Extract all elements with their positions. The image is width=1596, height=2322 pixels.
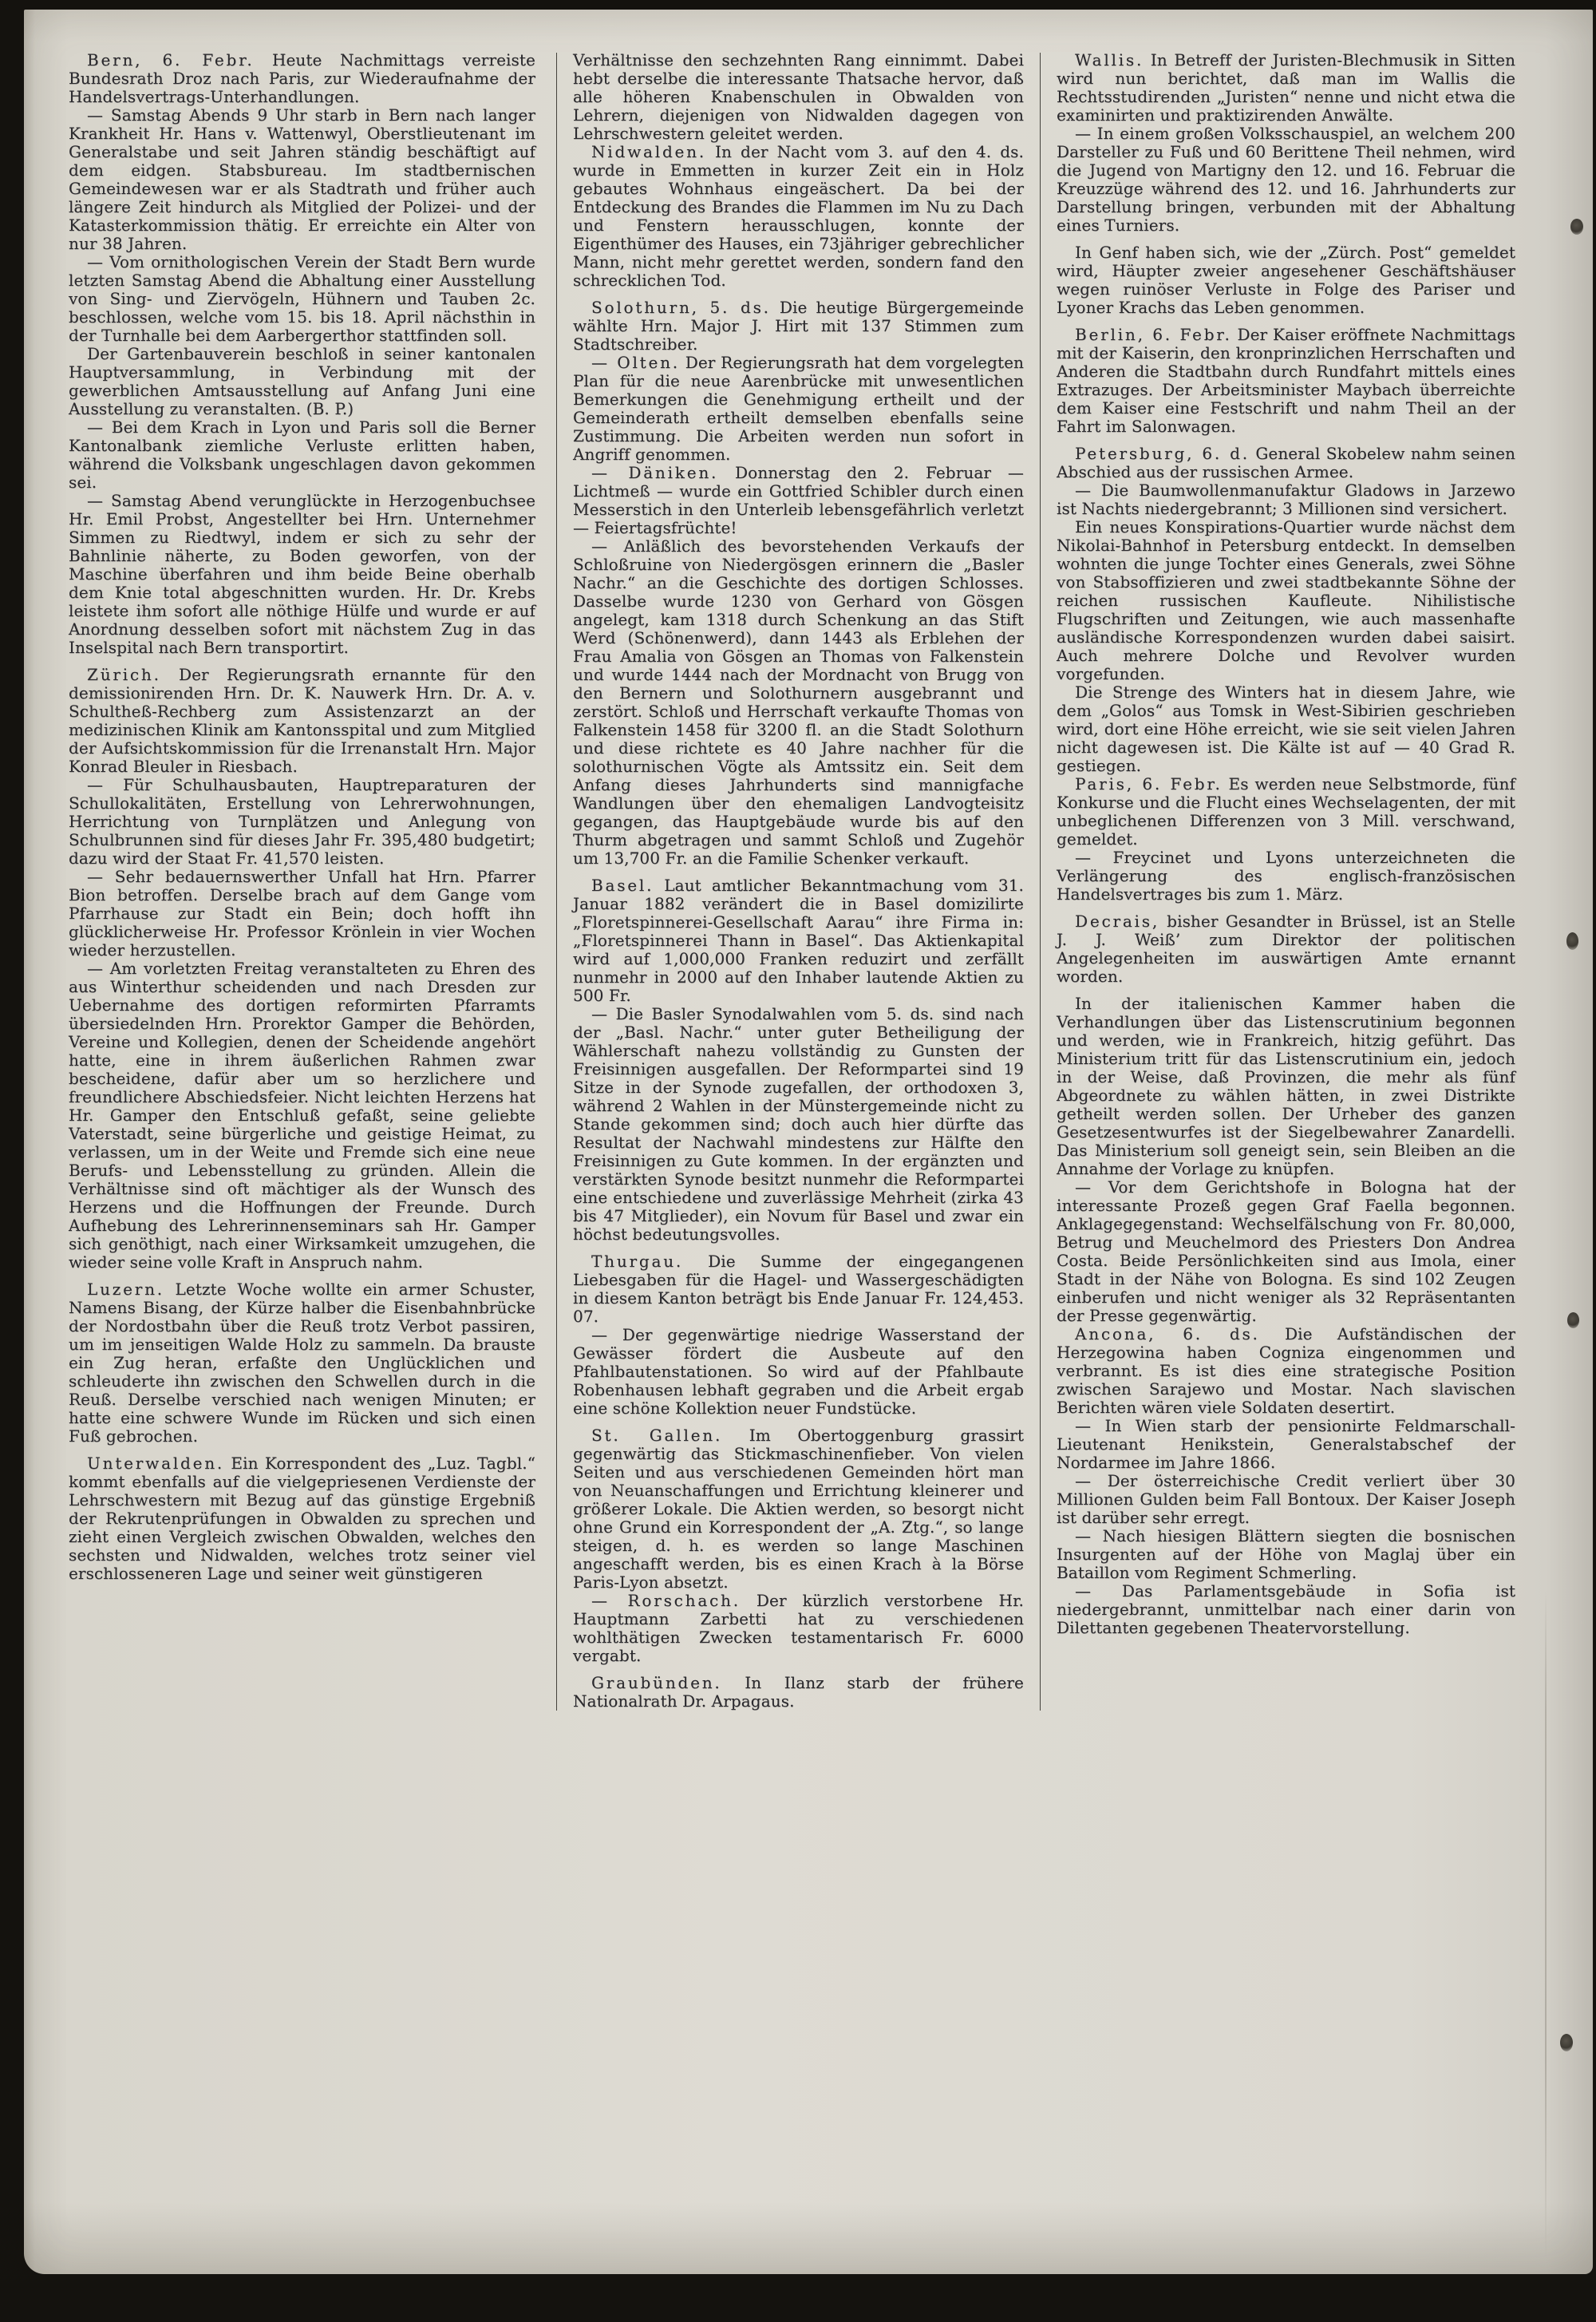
paragraph: — Anläßlich des bevorstehenden Verkaufs der Schloßruine von Niedergösgen erinnern die „Basler Nachr.“ an die Geschichte des dortigen Schlosses. Dasselbe wurde 1230 von Gerhard von Gösgen angelegt, kam 1318 durch Schenkung an das Stift Werd (Schönenwerd), dann 1443 als Erblehen der Frau Amalia von Gösgen an Thomas von Falkenstein und wurde 1444 nach der Mordnacht von Brugg von den Bernern und Solothurnern ausgebrannt und zerstört. Schloß und Herrschaft verkaufte Thomas von Falkenstein 1458 für 3200 fl. an die Stadt Solothurn und diese richtete es 40 Jahre nachher für die solothurnischen Vögte als Amtssitz ein. Seit dem Anfang dieses Jahrhunderts sind mannigfache Wandlungen über den ehemaligen Landvogteisitz gegangen, das Hauptgebäude wurde bis auf den Thurm abgetragen und sammt Schloß und Zugehör um 13,700 Fr. an die Familie Schenker verkauft. [573, 536, 1024, 868]
paragraph: — Die Baumwollenmanufaktur Gladows in Jarzewo ist Nachts niedergebrannt; 3 Millionen sind versichert. [1057, 481, 1515, 518]
paragraph: — Vor dem Gerichtshofe in Bologna hat der interessante Prozeß gegen Graf Faella begonnen. Anklagegegenstand: Wechselfälschung von Fr. 80,000, Betrug und Meuchelmord des Priesters Don Andrea Costa. Beide Persönlichkeiten sind aus Imola, einer Stadt in der Nähe von Bologna. Es sind 102 Zeugen einberufen und nicht weniger als 32 Repräsentanten der Presse gegenwärtig. [1057, 1177, 1515, 1325]
paragraph-lead: — Däniken. [591, 463, 719, 482]
paragraph: — Bei dem Krach in Lyon und Paris soll die Berner Kantonalbank ziemliche Verluste erlitten haben, während die Volksbank ungeschlagen davon gekommen sei. [69, 417, 535, 492]
paragraph: — In einem großen Volksschauspiel, an welchem 200 Darsteller zu Fuß und 60 Berittene Theil nehmen, wird die Jugend von Martigny den 12. und 16. Februar die Kreuzzüge während des 12. und 16. Jahrhunderts zur Darstellung bringen, verbunden mit der Abhaltung eines Turniers. [1057, 124, 1515, 235]
paragraph: Zürich. Der Regierungsrath ernannte für den demissionirenden Hrn. Dr. K. Nauwerk Hrn. Dr. A. v. Schultheß-Rechberg zum Assistenzarzt an der medizinischen Klinik am Kantonsspital und zum Mitglied der Aufsichtskommission für die Irrenanstalt Hrn. Major Konrad Bleuler in Riesbach. [69, 665, 535, 776]
paragraph: — Olten. Der Regierungsrath hat dem vorgelegten Plan für die neue Aarenbrücke mit unwesentlichen Bemerkungen die Genehmigung ertheilt und der Gemeinderath ertheilt demselben ebenfalls seine Zustimmung. Die Arbeiten werden nun sofort in Angriff genommen. [573, 353, 1024, 464]
paragraph: — Vom ornithologischen Verein der Stadt Bern wurde letzten Samstag Abend die Abhaltung einer Ausstellung von Sing- und Ziervögeln, Hühnern und Tauben 2c. beschlossen, welche vom 15. bis 18. April nächsthin in der Turnhalle bei dem Aarbergerthor stattfinden soll. [69, 252, 535, 345]
paragraph-lead: St. Gallen. [591, 1426, 723, 1445]
paragraph-lead: Zürich. [87, 665, 161, 684]
paragraph: Berlin, 6. Febr. Der Kaiser eröffnete Nachmittags mit der Kaiserin, den kronprinzlichen Herrschaften und Anderen die Stadtbahn durch Rundfahrt mittels eines Extrazuges. Der Arbeitsminister Maybach überreichte dem Kaiser eine Festschrift und nahm Theil an der Fahrt im Salonwagen. [1057, 325, 1515, 436]
paragraph: — Am vorletzten Freitag veranstalteten zu Ehren des aus Winterthur scheidenden und nach Dresden zur Uebernahme des dortigen reformirten Pfarramts übersiedelnden Hrn. Prorektor Gamper die Behörden, Vereine und Kollegien, denen der Scheidende angehört hatte, eine in ihrem äußerlichen Rahmen zwar bescheidene, dafür aber um so herzlichere und freundlichere Abschiedsfeier. Nicht leichten Herzens hat Hr. Gamper den Entschluß gefaßt, seine geliebte Vaterstadt, seine bürgerliche und geistige Heimat, zu verlassen, um in der Weite und Fremde sich eine neue Berufs- und Lebensstellung zu gründen. Allein die Verhältnisse sind oft mächtiger als der Wunsch des Herzens und die Hoffnungen der Freunde. Durch Aufhebung des Lehrerinnenseminars sah Hr. Gamper sich genöthigt, nach einer Wirksamkeit umzugehen, die wieder seine volle Kraft in Anspruch nahm. [69, 959, 535, 1272]
paragraph: Der Gartenbauverein beschloß in seiner kantonalen Hauptversammlung, in Verbindung mit der gewerblichen Amtsausstellung auf Anfang Juni eine Ausstellung zu veranstalten. (B. P.) [69, 344, 535, 418]
paragraph: Petersburg, 6. d. General Skobelew nahm seinen Abschied aus der russischen Armee. [1057, 444, 1515, 481]
newspaper-column [1057, 51, 1515, 1711]
paragraph: — Der gegenwärtige niedrige Wasserstand der Gewässer fördert die Ausbeute auf den Pfahlbautenstationen. So wird auf der Pfahlbaute Robenhausen lebhaft gegraben und die Arbeit ergab eine schöne Kollektion neuer Fundstücke. [573, 1325, 1024, 1418]
paragraph-lead: Nidwalden. [591, 142, 707, 161]
paragraph-lead: Paris, 6. Febr. [1075, 774, 1223, 793]
paragraph: In der italienischen Kammer haben die Verhandlungen über das Listenscrutinium begonnen und werden, wie in Frankreich, hitzig geführt. Das Ministerium tritt für das Listenscrutinium ein, jedoch in der Weise, daß Provinzen, die mehr als fünf Abgeordnete zu wählen hätten, in zwei Distrikte getheilt werden sollen. Der Urheber des ganzen Gesetzesentwurfes ist der Siegelbewahrer Zanardelli. Das Ministerium soll geneigt sein, sein Bleiben an die Annahme der Vorlage zu knüpfen. [1057, 994, 1515, 1178]
paragraph: Paris, 6. Febr. Es werden neue Selbstmorde, fünf Konkurse und die Flucht eines Wechselagenten, der mit unbeglichenen Differenzen von 3 Mill. verschwand, gemeldet. [1057, 774, 1515, 848]
newspaper-column [69, 51, 540, 1711]
paragraph-lead: — Rorschach. [591, 1591, 741, 1610]
paragraph-lead: — Olten. [591, 353, 680, 372]
paragraph: — Samstag Abend verunglückte in Herzogenbuchsee Hr. Emil Probst, Angestellter bei Hrn. Unternehmer Simmen zu Riedtwyl, indem er sich zu sehr der Bahnlinie näherte, zu Boden geworfen, von der Maschine überfahren und ihm beide Beine oberhalb dem Knie total abgeschnitten wurden. Hr. Dr. Krebs leistete ihm sofort alle nöthige Hülfe und wurde er auf Anordnung desselben sofort mit nächstem Zug in das Inselspital nach Bern transportirt. [69, 491, 535, 657]
paragraph: Nidwalden. In der Nacht vom 3. auf den 4. ds. wurde in Emmetten in kurzer Zeit ein in Holz gebautes Wohnhaus eingeäschert. Da bei der Entdeckung des Brandes die Flammen im Nu zu Dach und Fenstern herausschlugen, konnte der Eigenthümer des Hauses, ein 73jähriger gebrechlicher Mann, nicht mehr gerettet werden, sondern fand den schrecklichen Tod. [573, 142, 1024, 290]
paragraph-lead: Thurgau. [591, 1252, 684, 1271]
paragraph: Ancona, 6. ds. Die Aufständischen der Herzegowina haben Cogniza eingenommen und verbrannt. Es ist dies eine strategische Position zwischen Sarajewo und Mostar. Nach slavischen Berichten wären viele Soldaten desertirt. [1057, 1324, 1516, 1417]
paragraph: Die Strenge des Winters hat in diesem Jahre, wie dem „Golos“ aus Tomsk in West-Sibirien geschrieben wird, dort eine Höhe erreicht, wie sie seit vielen Jahren nicht dagewesen ist. Die Kälte ist auf — 40 Grad R. gestiegen. [1057, 682, 1515, 775]
paragraph: Solothurn, 5. ds. Die heutige Bürgergemeinde wählte Hrn. Major J. Hirt mit 137 Stimmen zum Stadtschreiber. [573, 298, 1024, 354]
newspaper-column [573, 51, 1024, 1711]
paragraph: — Freycinet und Lyons unterzeichneten die Verlängerung des englisch-französischen Handelsvertrages bis zum 1. März. [1057, 848, 1515, 904]
paragraph: Ein neues Konspirations-Quartier wurde nächst dem Nikolai-Bahnhof in Petersburg entdeckt. In demselben wohnten die junge Tochter eines Generals, zwei Söhne von Stabsoffizieren und zwei stadtbekannte Söhne der reichen russischen Kaufleute. Nihilistische Flugschriften und Zeitungen, wie auch massenhafte ausländische Korrespondenzen wurden dabei saisirt. Auch mehrere Dolche und Revolver wurden vorgefunden. [1057, 517, 1515, 683]
paragraph: — Der österreichische Credit verliert über 30 Millionen Gulden beim Fall Bontoux. Der Kaiser Joseph ist darüber sehr erregt. [1057, 1471, 1515, 1527]
paragraph: — Samstag Abends 9 Uhr starb in Bern nach langer Krankheit Hr. Hans v. Wattenwyl, Oberstlieutenant im Generalstabe und seit Jahren ständig beschäftigt auf dem eidgen. Stabsbureau. Im stadtbernischen Gemeindewesen war er als Stadtrath und früher auch längere Zeit hindurch als Mitglied der Polizei- und der Katasterkommission thätig. Er erreichte ein Alter von nur 38 Jahren. [69, 105, 535, 253]
paragraph: Unterwalden. Ein Korrespondent des „Luz. Tagbl.“ kommt ebenfalls auf die vielgepriesenen Verdienste der Lehrschwestern mit Bezug auf das günstige Ergebniß der Rekrutenprüfungen in Obwalden zu sprechen und zieht einen Vergleich zwischen Obwalden, welches den sechsten und Nidwalden, welches trotz seiner viel erschlosseneren Lage und seiner weit günstigeren [69, 1454, 535, 1583]
page-edge-crease [1545, 1590, 1547, 2261]
paragraph-lead: Graubünden. [591, 1673, 722, 1692]
column-rule [1040, 53, 1041, 1711]
paragraph-lead: Bern, 6. Febr. [87, 50, 255, 69]
paragraph-lead: Luzern. [87, 1280, 164, 1299]
paragraph-lead: Petersburg, 6. d. [1075, 444, 1250, 463]
binding-hole [1566, 932, 1578, 950]
paragraph: — In Wien starb der pensionirte Feldmarschall-Lieutenant Henikstein, Generalstabschef der Nordarmee im Jahre 1866. [1057, 1416, 1515, 1472]
paragraph-lead: Wallis. [1075, 50, 1144, 69]
paragraph-lead: Unterwalden. [87, 1454, 225, 1473]
paragraph: Verhältnisse den sechzehnten Rang einnimmt. Dabei hebt derselbe die interessante Thatsache hervor, daß alle höheren Knabenschulen in Obwalden von Lehrern, diejenigen von Nidwalden dagegen von Lehrschwestern geleitet werden. [573, 50, 1024, 143]
paragraph-lead: Decrais, [1075, 912, 1159, 931]
paragraph: Graubünden. In Ilanz starb der frühere Nationalrath Dr. Arpagaus. [573, 1673, 1024, 1711]
paragraph: — Nach hiesigen Blättern siegten die bosnischen Insurgenten auf der Höhe von Maglaj über ein Bataillon vom Regiment Schmerling. [1057, 1526, 1515, 1582]
paragraph: — Die Basler Synodalwahlen vom 5. ds. sind nach der „Basl. Nachr.“ unter guter Betheiligung der Wählerschaft nahezu vollständig zu Gunsten der Freisinnigen ausgefallen. Der Reformpartei sind 19 Sitze in der Synode zugefallen, der orthodoxen 3, während 2 Wahlen in der Münstergemeinde nicht zu Stande gekommen sind; doch auch hier dürfte das Resultat der Nachwahl mindestens zur Hälfte den Freisinnigen zu Gute kommen. In der ergänzten und verstärkten Synode besitzt nunmehr die Reformpartei eine entschiedene und zuverlässige Mehrheit (zirka 43 bis 47 Mitglieder), ein Novum für Basel und zwar ein höchst bedeutungsvolles. [573, 1004, 1024, 1244]
paragraph-lead: Berlin, 6. Febr. [1075, 325, 1232, 344]
paragraph-lead: Ancona, 6. ds. [1075, 1324, 1260, 1343]
paragraph: — Däniken. Donnerstag den 2. Februar — Lichtmeß — wurde ein Gottfried Schibler durch einen Messerstich in den Unterleib lebensgefährlich verletzt — Feiertagsfrüchte! [573, 463, 1024, 537]
paragraph: St. Gallen. Im Obertoggenburg grassirt gegenwärtig das Stickmaschinenfieber. Von vielen Seiten und aus verschiedenen Gemeinden hört man von Neuanschaffungen und Errichtung kleinerer und größerer Lokale. Die Aktien werden, so besorgt nicht ohne Grund ein Korrespondent der „A. Ztg.“, so lange steigen, d. h. es werden so lange Maschinen angeschafft werden, bis es einen Krach à la Börse Paris-Lyon absetzt. [573, 1426, 1024, 1592]
binding-hole [1560, 2034, 1573, 2051]
paragraph: Decrais, bisher Gesandter in Brüssel, ist an Stelle J. J. Weiß’ zum Direktor der politischen Angelegenheiten im auswärtigen Amte ernannt worden. [1057, 912, 1515, 986]
paragraph: Basel. Laut amtlicher Bekanntmachung vom 31. Januar 1882 verändert die in Basel domizilirte „Floretspinnerei-Gesellschaft Aarau“ ihre Firma in: „Floretspinnerei Thann in Basel“. Das Aktienkapital wird auf 1,000,000 Franken reduzirt und zerfällt nunmehr in 2000 auf den Inhaber lautende Aktien zu 500 Fr. [573, 876, 1024, 1005]
paragraph: — Rorschach. Der kürzlich verstorbene Hr. Hauptmann Zarbetti hat zu verschiedenen wohlthätigen Zwecken testamentarisch Fr. 6000 vergabt. [573, 1591, 1024, 1665]
paragraph: In Genf haben sich, wie der „Zürch. Post“ gemeldet wird, Häupter zweier angesehener Geschäftshäuser wegen ruinöser Verluste in Folge des Pariser und Lyoner Krachs das Leben genommen. [1057, 243, 1515, 317]
binding-hole [1570, 219, 1583, 235]
newspaper-page [24, 10, 1593, 2274]
paragraph-lead: Basel. [591, 876, 654, 895]
column-rule [556, 53, 557, 1711]
paragraph: Thurgau. Die Summe der eingegangenen Liebesgaben für die Hagel- und Wassergeschädigten in diesem Kanton beträgt bis Ende Januar Fr. 124,453. 07. [573, 1252, 1024, 1326]
paragraph-lead: Solothurn, 5. ds. [591, 298, 771, 317]
binding-hole [1567, 1312, 1579, 1328]
paragraph: — Das Parlamentsgebäude in Sofia ist niedergebrannt, unmittelbar nach einer darin von Dilettanten gegebenen Theatervorstellung. [1057, 1581, 1515, 1637]
page-content [69, 51, 1515, 1711]
paragraph: — Für Schulhausbauten, Hauptreparaturen der Schullokalitäten, Erstellung von Lehrerwohnungen, Herrichtung von Turnplätzen und Anlegung von Schulbrunnen sind für dieses Jahr Fr. 395,480 budgetirt; dazu wird der Staat Fr. 41,570 leisten. [69, 775, 535, 868]
paragraph: Luzern. Letzte Woche wollte ein armer Schuster, Namens Bisang, der Kürze halber die Eisenbahnbrücke der Nordostbahn über die Reuß trotz Verbot passiren, um im jenseitigen Walde Holz zu sammeln. Da brauste ein Zug heran, erfaßte den Unglücklichen und schleuderte ihn zwischen den Schwellen durch in die Reuß. Derselbe verschied nach wenigen Minuten; er hatte eine schwere Wunde im Rücken und sich einen Fuß gebrochen. [69, 1280, 535, 1446]
paragraph: Bern, 6. Febr. Heute Nachmittags verreiste Bundesrath Droz nach Paris, zur Wiederaufnahme der Handelsvertrags-Unterhandlungen. [69, 50, 535, 106]
paragraph: Wallis. In Betreff der Juristen-Blechmusik in Sitten wird nun berichtet, daß man im Wallis die Rechtsstudirenden „Juristen“ nenne und nicht etwa die examinirten und praktizirenden Anwälte. [1057, 50, 1515, 125]
paragraph: — Sehr bedauernswerther Unfall hat Hrn. Pfarrer Bion betroffen. Derselbe brach auf dem Gange vom Pfarrhause zur Stadt ein Bein; doch hofft ihn glücklicherweise Hr. Professor Krönlein in vier Wochen wieder herzustellen. [69, 867, 535, 959]
